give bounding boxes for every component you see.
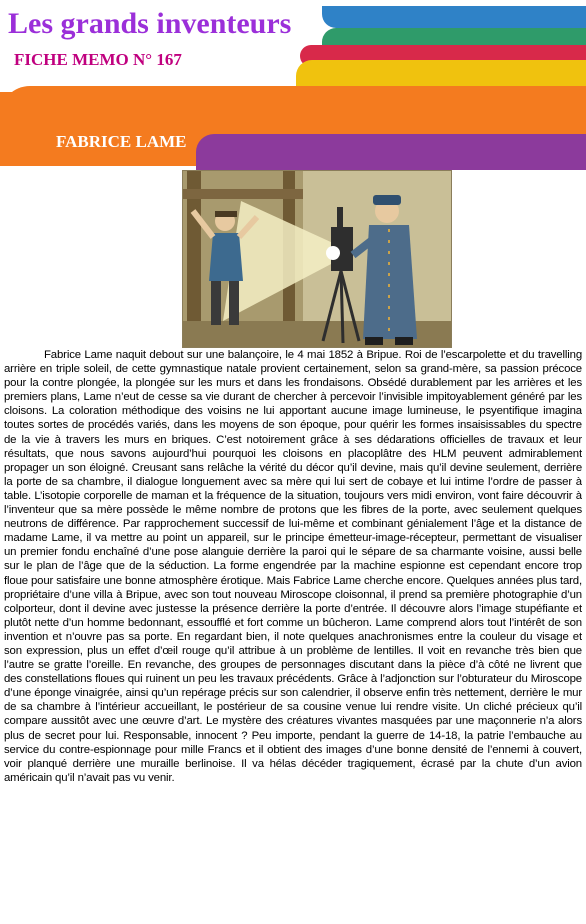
illustration-svg — [183, 171, 451, 347]
page-title: Les grands inventeurs — [8, 7, 292, 40]
header-stripe-blue — [322, 6, 586, 28]
header-stripe-yellow — [296, 60, 586, 86]
vintage-projector-illustration — [182, 170, 452, 348]
header-stripe-purple — [196, 134, 586, 170]
page-subtitle: FICHE MEMO N° 167 — [14, 50, 182, 69]
inventor-name: FABRICE LAME — [56, 132, 187, 151]
article-body: Fabrice Lame naquit debout sur une balançoire, le 4 mai 1852 à Bripue. Roi de l’escarpolette et du travelling arrière en triple soleil, de cette gymnastique natale provient certainement, selon sa grand-mère, sa passion précoce pour la contre plongée, la plongée sur les murs et dans les frondaisons. Obsédé durablement par les arrières et les premiers plans, Lame n’eut de cesse sa vie durant de chercher à percevoir l’invisible impitoyablement généré par les cloisons. La coloration méthodique des voisins ne lui apportant aucune image lumineuse, le psyentifique imagina toutes sortes de procédés variés, dans les moyens de son époque, pour quérir les formes insaisissables du spectre de la vie à travers les murs en briques. C’est notoirement grâce à ses dédarations officielles de travaux et leur résultats, que nous savons aujourd’hui pourquoi les cloisons en placoplâtre des HLM peuvent admirablement propager un son éloigné. Creusant sans relâche la vérité du décor qu’il devine, mais qu’il devine seulement, derrière la porte de sa chambre, il dialogue longuement avec sa mère qui lui sert de cobaye et lui intime l’ordre de passer à table. L’isotopie corporelle de maman et la fréquence de la situation, toujours vers midi environ, vont faire découvrir à l’inventeur que sa mère possède le même nombre de protons que les fibres de la porte, avec seulement quelques neutrons de différence. Par rapprochement successif de lui-même et combinant génialement l’âge et la distance de madame Lame, il va mettre au point un appareil, sur le principe émetteur-image-récepteur, permettant de visualiser un premier fondu enchaîné d’une pose alanguie derrière la paroi qui le sépare de sa charmante voisine, aussi belle sur le plan de l’âge que de la séduction. La forme engendrée par la machine espionne est cependant encore trop floue pour satisfaire une bonne atmosphère érotique. Mais Fabrice Lame cherche encore. Quelques années plus tard, propriétaire d’une villa à Bripue, avec son tout nouveau Miroscope cloisonnal, il prend sa première photographie d’un colporteur, dont il devine avec justesse la présence derrière la porte d’entrée. Il découvre alors l’image stupéfiante et plutôt nette d’un homme bedonnant, essoufflé et fort comme un bûcheron. Lame comprend alors tout l’intérêt de son invention et n’ouvre pas sa porte. En regardant bien, il note quelques anachronismes entre la couleur du visage et son expression, plus un effet d’œil rouge qu’il attribue à un problème de lentilles. Il voit en revanche très bien que l’autre se gratte l’oreille. En revanche, des groupes de personnages discutant dans la pièce d’à côté ne livrent que des constellations floues qui ruinent un peu les travaux précédents. Grâce à l’adjonction sur l’obturateur du Miroscope d’une éponge vinaigrée, ainsi qu’un repérage précis sur son calendrier, il observe enfin très nettement, derrière le mur de sa chambre à l’intérieur accueillant, le postérieur de sa cousine venue lui rendre visite. Un cliché précieux qu’il compare aussitôt avec une œuvre d’art. Le mystère des créatures vivantes masquées par une maçonnerie n’a alors plus de secret pour lui. Responsable, innocent ? Peu importe, pendant la guerre de 14-18, la patrie l’embauche au service du contre-espionnage pour mille Francs et il obtient des images d’une bonne densité de l’ennemi à couvert, voir planqué derrière une muraille berlinoise. Il va hélas décéder tragiquement, écrasé par la chute d’un avion américain qu’il n’avait pas vu venir. — [4, 349, 582, 784]
